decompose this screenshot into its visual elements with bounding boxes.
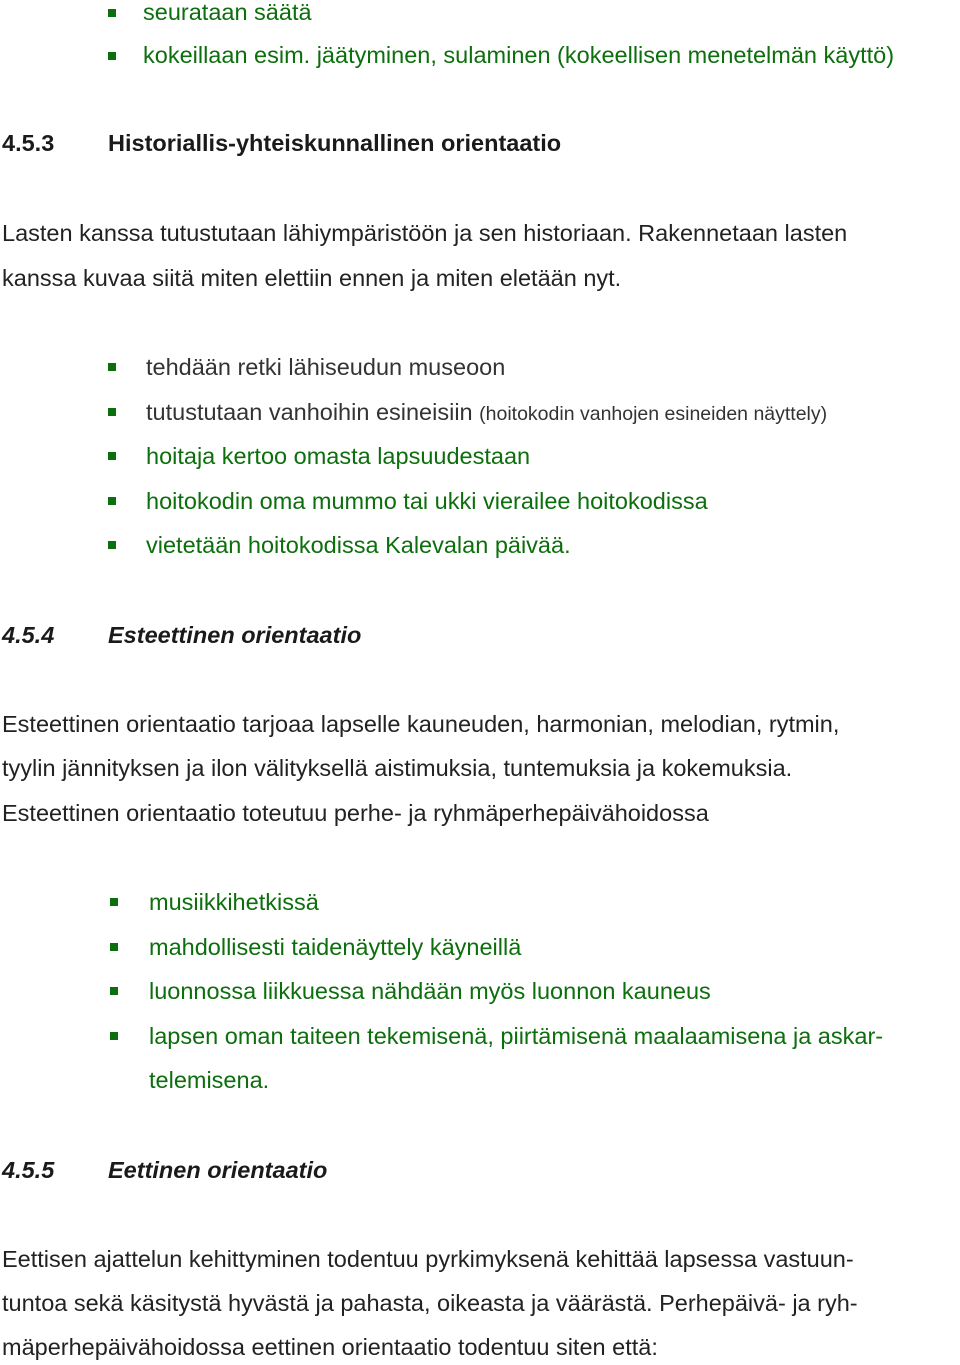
- bullet-icon: [108, 452, 116, 460]
- bullet-icon: [108, 363, 116, 371]
- paragraph-line: kanssa kuvaa siitä miten elettiin ennen ja miten eletään nyt.: [2, 265, 622, 291]
- paragraph-line: tuntoa sekä käsitystä hyvästä ja pahasta, oikeasta ja väärästä. Perhepäivä- ja ryh-: [2, 1290, 858, 1316]
- bullet-icon: [108, 408, 116, 416]
- list-item: lapsen oman taiteen tekemisenä, piirtämisenä maalaamisena ja askar-: [149, 1023, 884, 1049]
- paragraph-line: Esteettinen orientaatio toteutuu perhe- ja ryhmäperhepäivähoidossa: [2, 800, 709, 826]
- bullet-icon: [108, 497, 116, 505]
- list-item: vietetään hoitokodissa Kalevalan päivää.: [146, 532, 571, 558]
- section-number: 4.5.4: [2, 622, 55, 648]
- section-number: 4.5.5: [2, 1157, 55, 1183]
- list-item: hoitaja kertoo omasta lapsuudestaan: [146, 443, 531, 469]
- paragraph-line: Esteettinen orientaatio tarjoaa lapselle kauneuden, harmonian, melodian, rytmin,: [2, 711, 840, 737]
- paragraph-line: tyylin jännityksen ja ilon välityksellä aistimuksia, tuntemuksia ja kokemuksia.: [2, 755, 793, 781]
- bullet-icon: [110, 943, 118, 951]
- list-item-continuation: telemisena.: [149, 1067, 270, 1093]
- section-title: Historiallis-yhteiskunnallinen orientaatio: [108, 130, 562, 156]
- paragraph-line: Eettisen ajattelun kehittyminen todentuu pyrkimyksenä kehittää lapsessa vastuun-: [2, 1246, 854, 1272]
- paragraph-line: mäperhepäivähoidossa eettinen orientaatio todentuu siten että:: [2, 1334, 658, 1360]
- section-number: 4.5.3: [2, 130, 55, 156]
- list-item: tehdään retki lähiseudun museoon: [146, 354, 506, 380]
- list-item-text: tutustutaan vanhoihin esineisiin: [146, 399, 473, 425]
- bullet-icon: [108, 541, 116, 549]
- list-item: seurataan säätä: [143, 0, 312, 25]
- bullet-icon: [110, 987, 118, 995]
- list-item: musiikkihetkissä: [149, 889, 319, 915]
- list-item: kokeillaan esim. jäätyminen, sulaminen (kokeellisen menetelmän käyttö): [143, 42, 895, 68]
- section-title: Eettinen orientaatio: [108, 1157, 328, 1183]
- paragraph-line: Lasten kanssa tutustutaan lähiympäristöön ja sen historiaan. Rakennetaan lasten: [2, 220, 848, 246]
- section-title: Esteettinen orientaatio: [108, 622, 362, 648]
- list-item: luonnossa liikkuessa nähdään myös luonnon kauneus: [149, 978, 711, 1004]
- bullet-icon: [110, 1032, 118, 1040]
- list-item: hoitokodin oma mummo tai ukki vierailee hoitokodissa: [146, 488, 708, 514]
- bullet-icon: [110, 898, 118, 906]
- list-item-note: (hoitokodin vanhojen esineiden näyttely): [479, 403, 828, 425]
- list-item: [146, 397, 827, 429]
- bullet-icon: [108, 52, 116, 60]
- bullet-icon: [108, 9, 116, 17]
- list-item: mahdollisesti taidenäyttely käyneillä: [149, 934, 522, 960]
